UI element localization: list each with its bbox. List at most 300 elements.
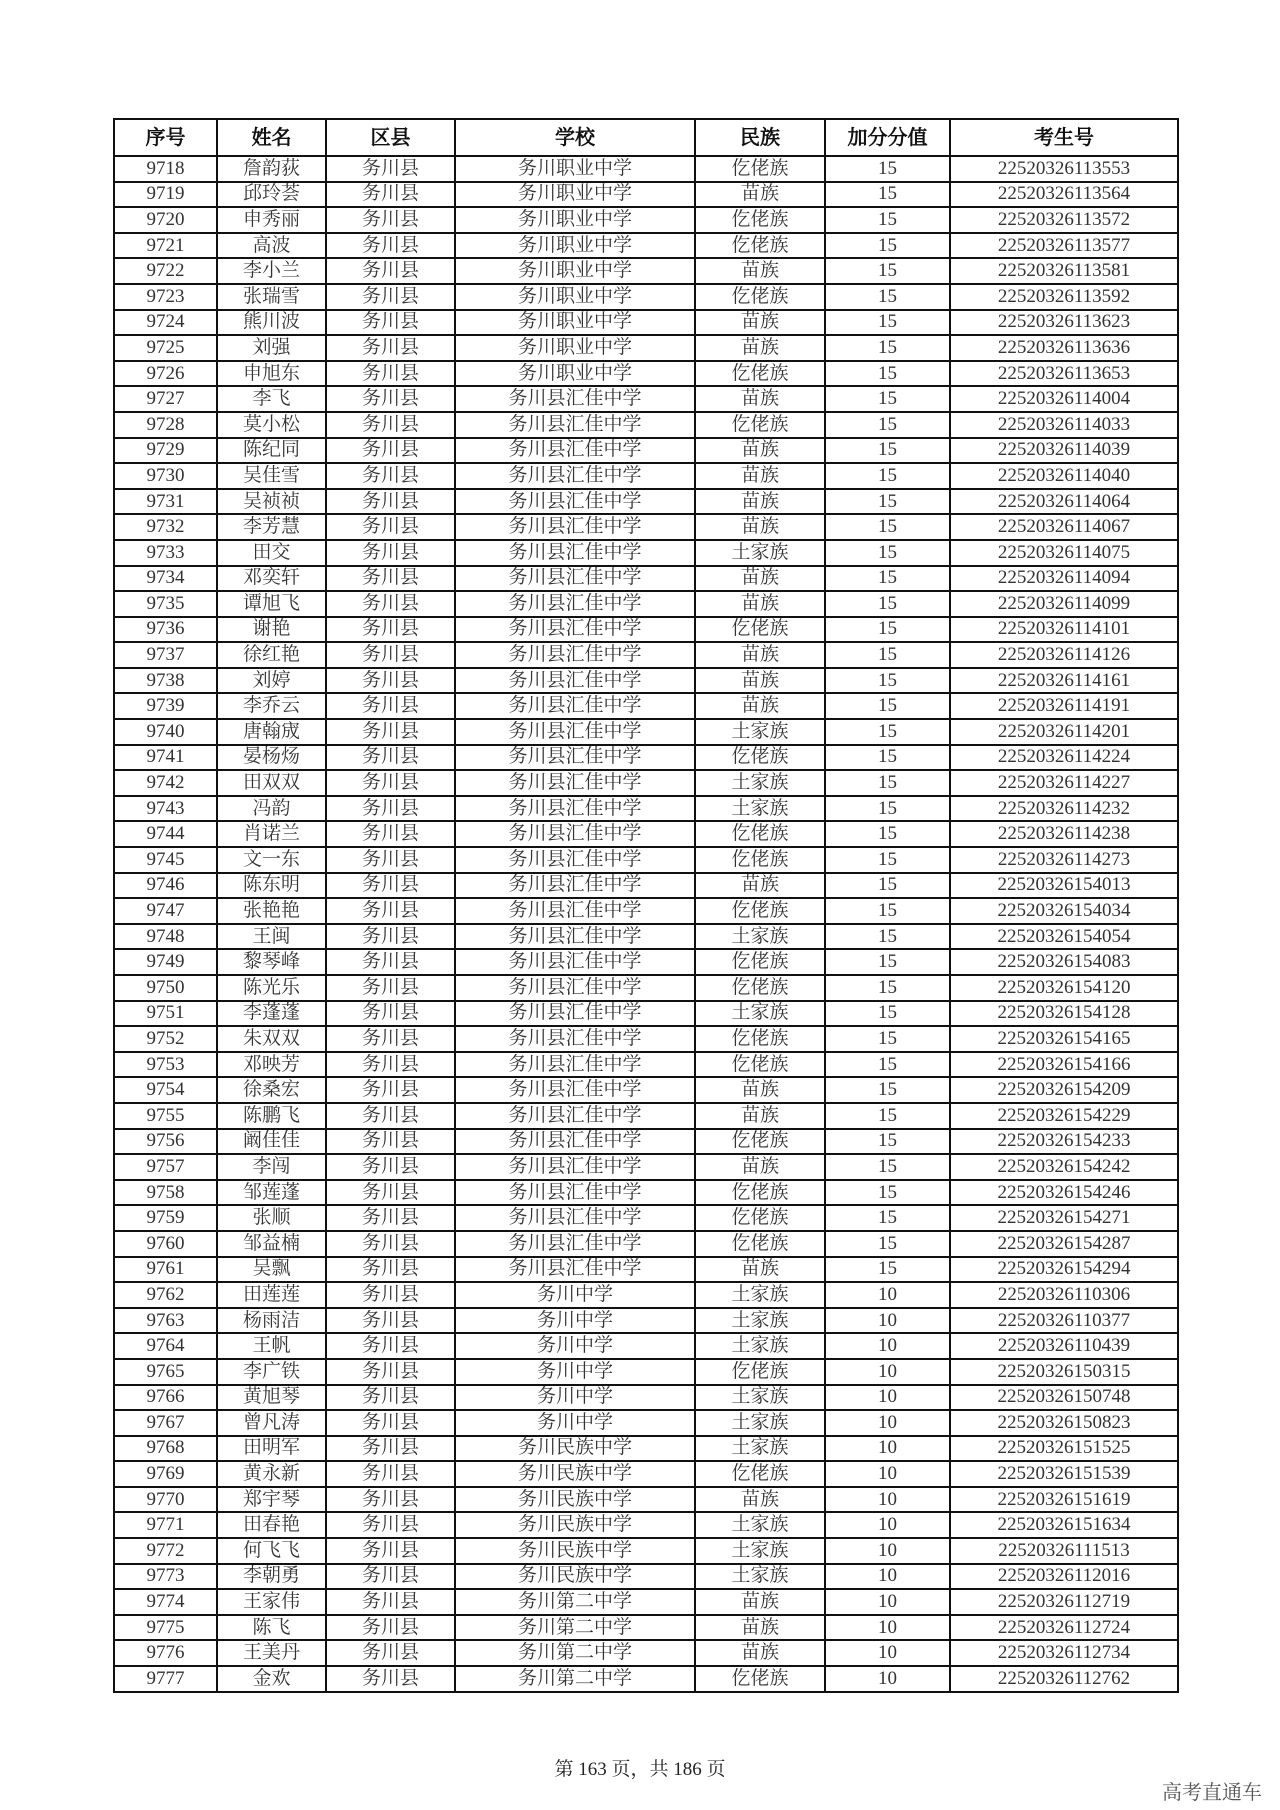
- cell-name: 田春艳: [217, 1512, 326, 1538]
- cell-bonus: 10: [825, 1538, 950, 1564]
- cell-seq: 9724: [114, 310, 217, 336]
- cell-bonus: 10: [825, 1385, 950, 1411]
- cell-ethnicity: 仡佬族: [695, 1359, 825, 1385]
- cell-county: 务川县: [326, 847, 455, 873]
- cell-seq: 9734: [114, 566, 217, 592]
- table-row: [114, 719, 1178, 745]
- cell-county: 务川县: [326, 1461, 455, 1487]
- cell-bonus: 10: [825, 1640, 950, 1666]
- cell-county: 务川县: [326, 540, 455, 566]
- cell-county: 务川县: [326, 1077, 455, 1103]
- cell-bonus: 10: [825, 1666, 950, 1692]
- cell-ethnicity: 仡佬族: [695, 284, 825, 310]
- cell-name: 李闯: [217, 1154, 326, 1180]
- table-row: [114, 156, 1178, 182]
- cell-seq: 9742: [114, 770, 217, 796]
- cell-seq: 9740: [114, 719, 217, 745]
- cell-county: 务川县: [326, 156, 455, 182]
- cell-county: 务川县: [326, 1052, 455, 1078]
- cell-school: 务川职业中学: [455, 361, 695, 387]
- cell-county: 务川县: [326, 438, 455, 464]
- table-row: [114, 924, 1178, 950]
- cell-school: 务川职业中学: [455, 233, 695, 259]
- cell-ethnicity: 苗族: [695, 642, 825, 668]
- cell-bonus: 15: [825, 719, 950, 745]
- table-row: [114, 1461, 1178, 1487]
- cell-county: 务川县: [326, 1257, 455, 1283]
- table-row: [114, 1589, 1178, 1615]
- cell-ethnicity: 仡佬族: [695, 1205, 825, 1231]
- cell-seq: 9770: [114, 1487, 217, 1513]
- cell-county: 务川县: [326, 1615, 455, 1641]
- cell-name: 申旭东: [217, 361, 326, 387]
- cell-name: 王家伟: [217, 1589, 326, 1615]
- table-row: [114, 1436, 1178, 1462]
- cell-county: 务川县: [326, 1205, 455, 1231]
- cell-exam-id: 22520326114161: [950, 668, 1178, 694]
- cell-name: 阚佳佳: [217, 1129, 326, 1155]
- cell-school: 务川职业中学: [455, 284, 695, 310]
- cell-ethnicity: 仡佬族: [695, 1052, 825, 1078]
- cell-bonus: 15: [825, 156, 950, 182]
- cell-bonus: 10: [825, 1333, 950, 1359]
- cell-bonus: 15: [825, 207, 950, 233]
- cell-ethnicity: 仡佬族: [695, 898, 825, 924]
- cell-ethnicity: 仡佬族: [695, 975, 825, 1001]
- cell-seq: 9743: [114, 796, 217, 822]
- cell-seq: 9735: [114, 591, 217, 617]
- cell-school: 务川县汇佳中学: [455, 1026, 695, 1052]
- cell-bonus: 15: [825, 668, 950, 694]
- table-row: [114, 1308, 1178, 1334]
- cell-name: 唐翰宬: [217, 719, 326, 745]
- cell-bonus: 15: [825, 233, 950, 259]
- cell-bonus: 10: [825, 1359, 950, 1385]
- cell-seq: 9768: [114, 1436, 217, 1462]
- cell-bonus: 15: [825, 617, 950, 643]
- table-row: [114, 1512, 1178, 1538]
- cell-county: 务川县: [326, 1180, 455, 1206]
- cell-school: 务川县汇佳中学: [455, 745, 695, 771]
- table-row: [114, 1257, 1178, 1283]
- cell-exam-id: 22520326114224: [950, 745, 1178, 771]
- cell-ethnicity: 苗族: [695, 438, 825, 464]
- cell-ethnicity: 土家族: [695, 770, 825, 796]
- cell-exam-id: 22520326114040: [950, 463, 1178, 489]
- table-row: [114, 617, 1178, 643]
- cell-name: 徐红艳: [217, 642, 326, 668]
- cell-name: 冯韵: [217, 796, 326, 822]
- cell-ethnicity: 土家族: [695, 1512, 825, 1538]
- cell-bonus: 15: [825, 1001, 950, 1027]
- cell-name: 谢艳: [217, 617, 326, 643]
- cell-school: 务川县汇佳中学: [455, 949, 695, 975]
- cell-school: 务川县汇佳中学: [455, 770, 695, 796]
- cell-name: 邱玲荟: [217, 182, 326, 208]
- cell-name: 黄旭琴: [217, 1385, 326, 1411]
- cell-seq: 9752: [114, 1026, 217, 1052]
- cell-school: 务川中学: [455, 1333, 695, 1359]
- cell-ethnicity: 苗族: [695, 310, 825, 336]
- cell-name: 吴佳雪: [217, 463, 326, 489]
- cell-seq: 9720: [114, 207, 217, 233]
- cell-seq: 9726: [114, 361, 217, 387]
- cell-name: 黄永新: [217, 1461, 326, 1487]
- table-row: [114, 1282, 1178, 1308]
- table-header-row: [114, 119, 1178, 156]
- cell-bonus: 15: [825, 514, 950, 540]
- cell-name: 李芳慧: [217, 514, 326, 540]
- cell-county: 务川县: [326, 1103, 455, 1129]
- table-row: [114, 1180, 1178, 1206]
- cell-name: 张艳艳: [217, 898, 326, 924]
- table-row: [114, 1052, 1178, 1078]
- cell-seq: 9741: [114, 745, 217, 771]
- cell-school: 务川县汇佳中学: [455, 1129, 695, 1155]
- cell-name: 李乔云: [217, 693, 326, 719]
- table-row: [114, 873, 1178, 899]
- cell-school: 务川县汇佳中学: [455, 438, 695, 464]
- header-bonus: 加分分值: [825, 119, 950, 156]
- cell-bonus: 15: [825, 1180, 950, 1206]
- cell-bonus: 10: [825, 1615, 950, 1641]
- cell-seq: 9775: [114, 1615, 217, 1641]
- cell-exam-id: 22520326114238: [950, 821, 1178, 847]
- cell-school: 务川县汇佳中学: [455, 540, 695, 566]
- cell-bonus: 15: [825, 745, 950, 771]
- cell-bonus: 10: [825, 1436, 950, 1462]
- cell-ethnicity: 土家族: [695, 719, 825, 745]
- cell-county: 务川县: [326, 617, 455, 643]
- cell-bonus: 15: [825, 182, 950, 208]
- cell-exam-id: 22520326151634: [950, 1512, 1178, 1538]
- cell-seq: 9737: [114, 642, 217, 668]
- cell-seq: 9721: [114, 233, 217, 259]
- cell-school: 务川县汇佳中学: [455, 924, 695, 950]
- cell-name: 徐桑宏: [217, 1077, 326, 1103]
- cell-school: 务川县汇佳中学: [455, 1154, 695, 1180]
- header-exam-id: 考生号: [950, 119, 1178, 156]
- cell-seq: 9764: [114, 1333, 217, 1359]
- cell-name: 晏杨炀: [217, 745, 326, 771]
- cell-exam-id: 22520326154013: [950, 873, 1178, 899]
- cell-exam-id: 22520326154287: [950, 1231, 1178, 1257]
- cell-exam-id: 22520326154120: [950, 975, 1178, 1001]
- cell-county: 务川县: [326, 591, 455, 617]
- cell-ethnicity: 仡佬族: [695, 1129, 825, 1155]
- cell-ethnicity: 仡佬族: [695, 949, 825, 975]
- cell-name: 吴祯祯: [217, 489, 326, 515]
- cell-seq: 9777: [114, 1666, 217, 1692]
- cell-seq: 9761: [114, 1257, 217, 1283]
- table-row: [114, 1077, 1178, 1103]
- cell-name: 邓映芳: [217, 1052, 326, 1078]
- cell-exam-id: 22520326151525: [950, 1436, 1178, 1462]
- cell-name: 黎琴峰: [217, 949, 326, 975]
- table-row: [114, 949, 1178, 975]
- cell-exam-id: 22520326113564: [950, 182, 1178, 208]
- cell-name: 田明军: [217, 1436, 326, 1462]
- cell-bonus: 15: [825, 1205, 950, 1231]
- cell-exam-id: 22520326151619: [950, 1487, 1178, 1513]
- cell-bonus: 15: [825, 540, 950, 566]
- table-row: [114, 412, 1178, 438]
- cell-bonus: 15: [825, 1103, 950, 1129]
- cell-name: 王闽: [217, 924, 326, 950]
- cell-ethnicity: 苗族: [695, 514, 825, 540]
- cell-name: 张瑞雪: [217, 284, 326, 310]
- cell-exam-id: 22520326154229: [950, 1103, 1178, 1129]
- table-row: [114, 233, 1178, 259]
- cell-county: 务川县: [326, 975, 455, 1001]
- cell-exam-id: 22520326113653: [950, 361, 1178, 387]
- cell-ethnicity: 土家族: [695, 1436, 825, 1462]
- cell-seq: 9774: [114, 1589, 217, 1615]
- cell-exam-id: 22520326113572: [950, 207, 1178, 233]
- cell-bonus: 15: [825, 1129, 950, 1155]
- cell-seq: 9758: [114, 1180, 217, 1206]
- cell-county: 务川县: [326, 821, 455, 847]
- table-row: [114, 1359, 1178, 1385]
- header-school: 学校: [455, 119, 695, 156]
- cell-county: 务川县: [326, 949, 455, 975]
- cell-name: 李小兰: [217, 258, 326, 284]
- cell-school: 务川县汇佳中学: [455, 642, 695, 668]
- cell-school: 务川县汇佳中学: [455, 873, 695, 899]
- cell-name: 曾凡涛: [217, 1410, 326, 1436]
- table-row: [114, 847, 1178, 873]
- cell-seq: 9739: [114, 693, 217, 719]
- cell-bonus: 15: [825, 847, 950, 873]
- cell-county: 务川县: [326, 463, 455, 489]
- cell-name: 田交: [217, 540, 326, 566]
- table-row: [114, 1333, 1178, 1359]
- header-name: 姓名: [217, 119, 326, 156]
- cell-name: 申秀丽: [217, 207, 326, 233]
- cell-school: 务川第二中学: [455, 1640, 695, 1666]
- table-row: [114, 1666, 1178, 1692]
- cell-county: 务川县: [326, 566, 455, 592]
- cell-seq: 9723: [114, 284, 217, 310]
- cell-county: 务川县: [326, 182, 455, 208]
- cell-exam-id: 22520326150823: [950, 1410, 1178, 1436]
- cell-school: 务川第二中学: [455, 1666, 695, 1692]
- cell-school: 务川县汇佳中学: [455, 898, 695, 924]
- cell-exam-id: 22520326112734: [950, 1640, 1178, 1666]
- cell-county: 务川县: [326, 258, 455, 284]
- table-row: [114, 540, 1178, 566]
- cell-exam-id: 22520326111513: [950, 1538, 1178, 1564]
- cell-school: 务川第二中学: [455, 1589, 695, 1615]
- cell-county: 务川县: [326, 1026, 455, 1052]
- cell-exam-id: 22520326114033: [950, 412, 1178, 438]
- cell-name: 陈东明: [217, 873, 326, 899]
- table-row: [114, 1564, 1178, 1590]
- cell-county: 务川县: [326, 1512, 455, 1538]
- cell-exam-id: 22520326114075: [950, 540, 1178, 566]
- cell-exam-id: 22520326112016: [950, 1564, 1178, 1590]
- cell-name: 杨雨洁: [217, 1308, 326, 1334]
- cell-county: 务川县: [326, 873, 455, 899]
- cell-seq: 9766: [114, 1385, 217, 1411]
- cell-ethnicity: 苗族: [695, 1257, 825, 1283]
- cell-name: 谭旭飞: [217, 591, 326, 617]
- cell-school: 务川中学: [455, 1359, 695, 1385]
- cell-county: 务川县: [326, 668, 455, 694]
- cell-school: 务川县汇佳中学: [455, 1231, 695, 1257]
- cell-seq: 9745: [114, 847, 217, 873]
- cell-bonus: 15: [825, 1077, 950, 1103]
- cell-seq: 9757: [114, 1154, 217, 1180]
- cell-ethnicity: 仡佬族: [695, 1026, 825, 1052]
- table-row: [114, 463, 1178, 489]
- cell-ethnicity: 仡佬族: [695, 847, 825, 873]
- cell-school: 务川县汇佳中学: [455, 796, 695, 822]
- cell-seq: 9773: [114, 1564, 217, 1590]
- cell-name: 莫小松: [217, 412, 326, 438]
- cell-county: 务川县: [326, 719, 455, 745]
- cell-county: 务川县: [326, 335, 455, 361]
- cell-ethnicity: 仡佬族: [695, 361, 825, 387]
- cell-bonus: 15: [825, 873, 950, 899]
- cell-school: 务川县汇佳中学: [455, 1077, 695, 1103]
- cell-exam-id: 22520326154209: [950, 1077, 1178, 1103]
- table-row: [114, 1001, 1178, 1027]
- cell-ethnicity: 土家族: [695, 540, 825, 566]
- table-row: [114, 1103, 1178, 1129]
- cell-name: 郑宇琴: [217, 1487, 326, 1513]
- cell-exam-id: 22520326114201: [950, 719, 1178, 745]
- cell-county: 务川县: [326, 514, 455, 540]
- page-footer: 第 163 页，共 186 页: [554, 1759, 726, 1780]
- cell-seq: 9756: [114, 1129, 217, 1155]
- table-row: [114, 975, 1178, 1001]
- cell-ethnicity: 土家族: [695, 1282, 825, 1308]
- cell-seq: 9749: [114, 949, 217, 975]
- cell-name: 熊川波: [217, 310, 326, 336]
- cell-county: 务川县: [326, 770, 455, 796]
- cell-ethnicity: 苗族: [695, 489, 825, 515]
- cell-school: 务川县汇佳中学: [455, 463, 695, 489]
- cell-ethnicity: 土家族: [695, 1538, 825, 1564]
- cell-ethnicity: 仡佬族: [695, 745, 825, 771]
- cell-bonus: 10: [825, 1308, 950, 1334]
- cell-bonus: 15: [825, 438, 950, 464]
- cell-name: 文一东: [217, 847, 326, 873]
- cell-exam-id: 22520326154083: [950, 949, 1178, 975]
- table-row: [114, 770, 1178, 796]
- cell-ethnicity: 苗族: [695, 258, 825, 284]
- cell-seq: 9762: [114, 1282, 217, 1308]
- cell-name: 何飞飞: [217, 1538, 326, 1564]
- cell-county: 务川县: [326, 898, 455, 924]
- cell-exam-id: 22520326150315: [950, 1359, 1178, 1385]
- cell-seq: 9771: [114, 1512, 217, 1538]
- cell-seq: 9755: [114, 1103, 217, 1129]
- table-row: [114, 284, 1178, 310]
- table-row: [114, 1615, 1178, 1641]
- cell-county: 务川县: [326, 310, 455, 336]
- cell-county: 务川县: [326, 1231, 455, 1257]
- cell-ethnicity: 仡佬族: [695, 1666, 825, 1692]
- cell-county: 务川县: [326, 489, 455, 515]
- cell-school: 务川县汇佳中学: [455, 719, 695, 745]
- cell-school: 务川县汇佳中学: [455, 1052, 695, 1078]
- cell-ethnicity: 土家族: [695, 924, 825, 950]
- table-row: [114, 1385, 1178, 1411]
- cell-county: 务川县: [326, 207, 455, 233]
- header-seq: 序号: [114, 119, 217, 156]
- cell-school: 务川民族中学: [455, 1487, 695, 1513]
- cell-seq: 9727: [114, 386, 217, 412]
- table-row: [114, 1154, 1178, 1180]
- cell-seq: 9729: [114, 438, 217, 464]
- cell-school: 务川县汇佳中学: [455, 1001, 695, 1027]
- cell-bonus: 15: [825, 284, 950, 310]
- cell-exam-id: 22520326112724: [950, 1615, 1178, 1641]
- cell-name: 邓奕轩: [217, 566, 326, 592]
- cell-name: 陈飞: [217, 1615, 326, 1641]
- cell-ethnicity: 仡佬族: [695, 821, 825, 847]
- cell-exam-id: 22520326113553: [950, 156, 1178, 182]
- cell-seq: 9767: [114, 1410, 217, 1436]
- cell-school: 务川职业中学: [455, 310, 695, 336]
- cell-name: 陈光乐: [217, 975, 326, 1001]
- cell-exam-id: 22520326150748: [950, 1385, 1178, 1411]
- cell-seq: 9751: [114, 1001, 217, 1027]
- cell-school: 务川中学: [455, 1410, 695, 1436]
- table-row: [114, 258, 1178, 284]
- cell-exam-id: 22520326114227: [950, 770, 1178, 796]
- cell-school: 务川职业中学: [455, 207, 695, 233]
- cell-county: 务川县: [326, 1487, 455, 1513]
- cell-bonus: 15: [825, 1026, 950, 1052]
- watermark: 高考直通车: [1162, 1780, 1262, 1804]
- cell-ethnicity: 土家族: [695, 1333, 825, 1359]
- cell-school: 务川职业中学: [455, 156, 695, 182]
- cell-name: 陈鹏飞: [217, 1103, 326, 1129]
- cell-name: 王帆: [217, 1333, 326, 1359]
- cell-ethnicity: 苗族: [695, 873, 825, 899]
- table-row: [114, 1640, 1178, 1666]
- table-row: [114, 745, 1178, 771]
- cell-school: 务川县汇佳中学: [455, 412, 695, 438]
- header-county: 区县: [326, 119, 455, 156]
- cell-ethnicity: 仡佬族: [695, 233, 825, 259]
- table-row: [114, 566, 1178, 592]
- cell-school: 务川县汇佳中学: [455, 1180, 695, 1206]
- cell-county: 务川县: [326, 1359, 455, 1385]
- cell-ethnicity: 仡佬族: [695, 1461, 825, 1487]
- cell-school: 务川第二中学: [455, 1615, 695, 1641]
- cell-name: 刘婷: [217, 668, 326, 694]
- cell-exam-id: 22520326110306: [950, 1282, 1178, 1308]
- table-row: [114, 335, 1178, 361]
- cell-bonus: 15: [825, 1052, 950, 1078]
- cell-bonus: 15: [825, 335, 950, 361]
- cell-seq: 9765: [114, 1359, 217, 1385]
- cell-exam-id: 22520326110439: [950, 1333, 1178, 1359]
- cell-school: 务川县汇佳中学: [455, 693, 695, 719]
- table-row: [114, 1538, 1178, 1564]
- cell-bonus: 15: [825, 566, 950, 592]
- cell-seq: 9719: [114, 182, 217, 208]
- cell-county: 务川县: [326, 796, 455, 822]
- cell-exam-id: 22520326112719: [950, 1589, 1178, 1615]
- cell-county: 务川县: [326, 1410, 455, 1436]
- cell-seq: 9759: [114, 1205, 217, 1231]
- cell-exam-id: 22520326114273: [950, 847, 1178, 873]
